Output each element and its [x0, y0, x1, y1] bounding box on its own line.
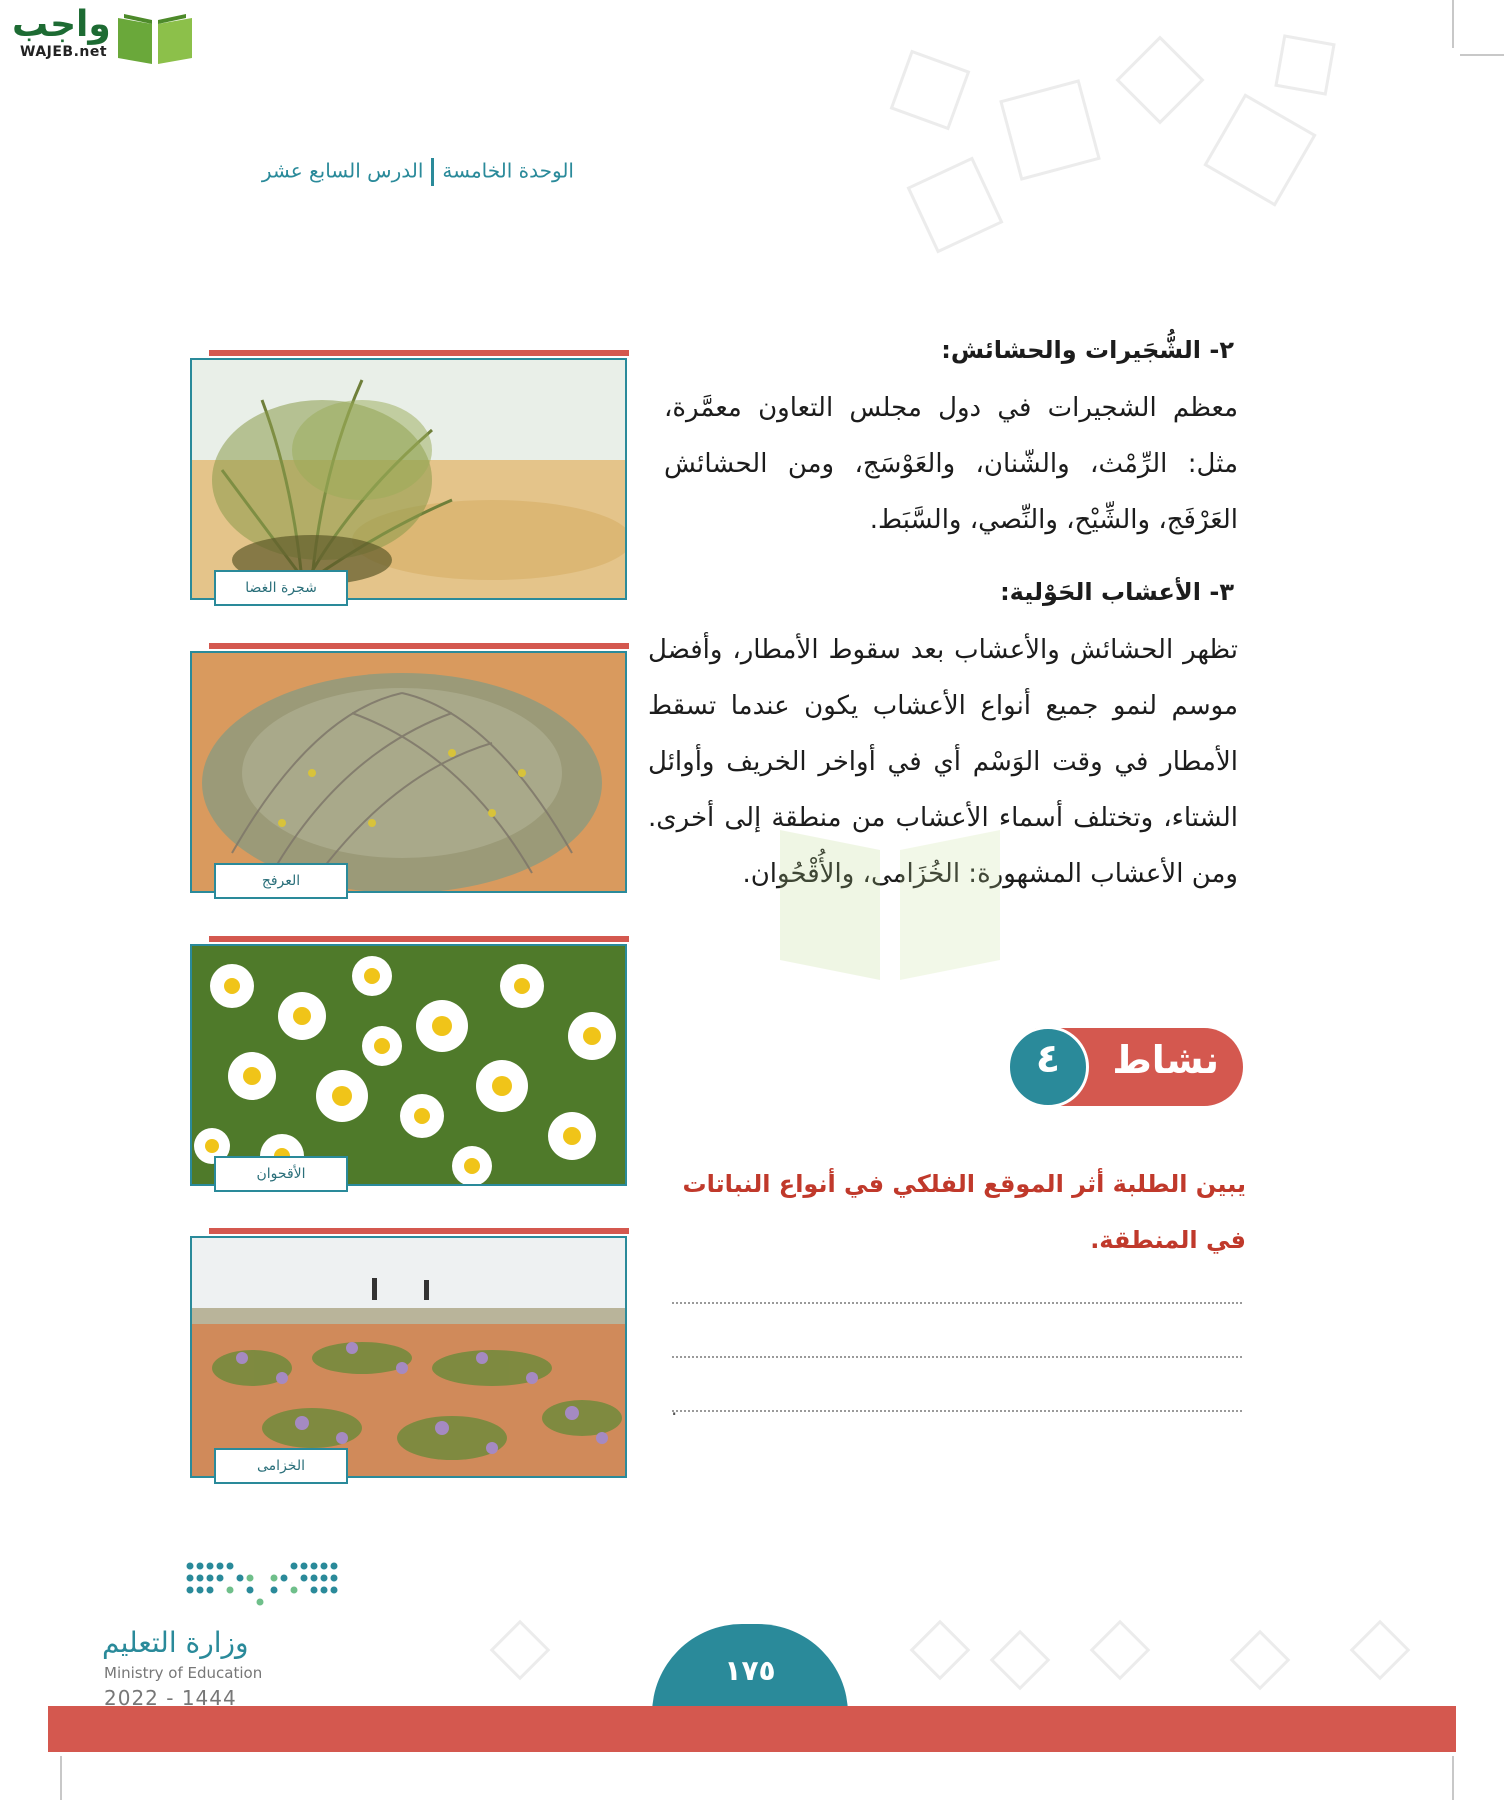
- photo-caption: العرفج: [214, 863, 348, 899]
- activity-badge: [1007, 1026, 1243, 1108]
- crop-mark: [1452, 0, 1454, 48]
- photo-accent-bar: [209, 350, 629, 356]
- activity-label: نشاط: [1112, 1038, 1219, 1082]
- photo-caption: الأقحوان: [214, 1156, 348, 1192]
- answer-line[interactable]: [672, 1302, 1242, 1304]
- header-divider: [431, 158, 434, 186]
- shrub-photo: [192, 360, 625, 598]
- footer-band: [48, 1706, 1456, 1752]
- photo-caption: الخزامى: [214, 1448, 348, 1484]
- photo-accent-bar: [209, 643, 629, 649]
- decor-pattern: [860, 30, 1420, 290]
- answer-line[interactable]: [672, 1356, 1242, 1358]
- photo-accent-bar: [209, 936, 629, 942]
- photo-frame: [190, 651, 627, 893]
- photo-caption: شجرة الغضا: [214, 570, 348, 606]
- photo-accent-bar: [209, 1228, 629, 1234]
- crop-mark: [60, 1756, 62, 1800]
- ministry-logo-icon: [184, 1560, 348, 1616]
- wajeb-logo: [8, 4, 198, 70]
- section-text-annual-herbs: تظهر الحشائش والأعشاب بعد سقوط الأمطار، وأفضل موسم لنمو جميع أنواع الأعشاب يكون عندما تسقط الأمطار في وقت الوَسْم أي في أواخر الخريف وأوائل الشتاء، وتختلف أسماء الأعشاب من منطقة إلى أخرى. ومن الأعشاب المشهورة: الخُزَامى، والأُقْحُوان.: [648, 635, 1238, 889]
- lavender-field-photo: [192, 1238, 625, 1476]
- section-title-annual-herbs: ٣- الأعشاب الحَوْلية:: [1000, 578, 1234, 606]
- photo-frame: [190, 944, 627, 1186]
- unit-title: الوحدة الخامسة: [442, 158, 574, 183]
- section-title-shrubs: ٢- الشُّجَيرات والحشائش:: [941, 336, 1234, 364]
- activity-number: ٤: [1035, 1036, 1061, 1082]
- answer-line[interactable]: [672, 1410, 1242, 1412]
- logo-text-ar: واجب: [12, 4, 111, 45]
- ministry-name-en: Ministry of Education: [104, 1664, 263, 1682]
- activity-text: يبين الطلبة أثر الموقع الفلكي في أنواع النباتات في المنطقة.: [682, 1170, 1246, 1254]
- lesson-title: الدرس السابع عشر: [261, 158, 424, 183]
- section-text-shrubs: معظم الشجيرات في دول مجلس التعاون معمَّرة، مثل: الرِّمْث، والشّنان، والعَوْسَج، ومن الحشائش العَرْفَج، والشِّيْح، والنِّصي، والسَّبَط.: [664, 393, 1238, 535]
- ministry-year: 2022 - 1444: [104, 1686, 237, 1710]
- book-icon: [116, 10, 194, 66]
- logo-text-lat: WAJEB.net: [20, 44, 108, 60]
- crop-mark: [1452, 1756, 1454, 1800]
- lesson-header: [262, 158, 574, 186]
- photo-frame: [190, 1236, 627, 1478]
- crop-mark: [1460, 54, 1504, 56]
- footer-pattern: [480, 1610, 1460, 1710]
- daisy-flowers-photo: [192, 946, 625, 1184]
- ministry-name-ar: وزارة التعليم: [102, 1626, 249, 1659]
- page-number: ١٧٥: [724, 1654, 776, 1687]
- answer-end-dot: .: [671, 1396, 678, 1420]
- photo-frame: [190, 358, 627, 600]
- grass-bush-photo: [192, 653, 625, 891]
